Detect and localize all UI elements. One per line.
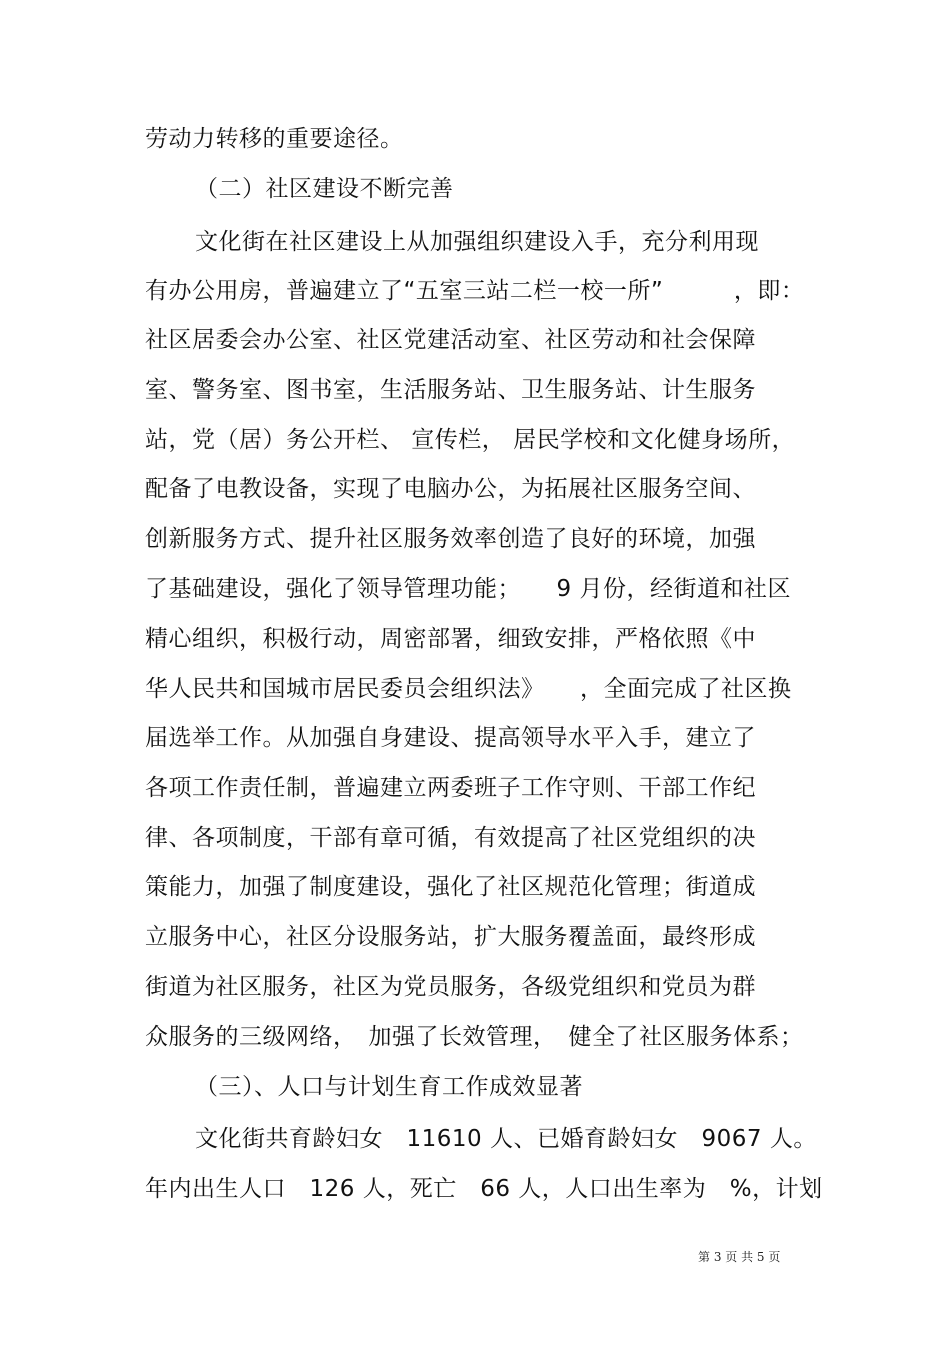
text-line: 精心组织，积极行动，周密部署，细致安排，严格依照《中 [145,626,756,652]
text-line: 室、警务室、图书室，生活服务站、卫生服务站、计生服务 [145,377,756,403]
text-line: 华人民共和国城市居民委员会组织法》 ，全面完成了社区换 [145,676,792,702]
section-heading: （三）、人口与计划生育工作成效显著 [195,1074,583,1100]
text-line: 各项工作责任制，普遍建立两委班子工作守则、干部工作纪 [145,775,756,801]
paragraph-first-line: 文化街共育龄妇女 11610 人、已婚育龄妇女 9067 人。 [195,1126,817,1152]
text-line: 立服务中心，社区分设服务站，扩大服务覆盖面，最终形成 [145,924,756,950]
text-line: 律、各项制度，干部有章可循，有效提高了社区党组织的决 [145,825,756,851]
text-line: 社区居委会办公室、社区党建活动室、社区劳动和社会保障 [145,327,756,353]
text-line: 创新服务方式、提升社区服务效率创造了良好的环境，加强 [145,526,756,552]
text-line: 站，党（居）务公开栏、 宣传栏， 居民学校和文化健身场所， [145,427,796,453]
text-line: 街道为社区服务，社区为党员服务，各级党组织和党员为群 [145,974,756,1000]
text-line: 届选举工作。从加强自身建设、提高领导水平入手，建立了 [145,725,756,751]
text-line: 了基础建设，强化了领导管理功能； 9 月份，经街道和社区 [145,576,791,602]
page-number-footer: 第 3 页 共 5 页 [698,1250,781,1264]
text-line: 有办公用房，普遍建立了“五室三站二栏一校一所” ，即： [145,278,805,304]
text-line: 策能力，加强了制度建设，强化了社区规范化管理；街道成 [145,874,756,900]
text-line: 年内出生人口 126 人，死亡 66 人，人口出生率为 %，计划 [145,1176,823,1202]
text-line: 劳动力转移的重要途径。 [145,126,404,152]
section-heading: （二）社区建设不断完善 [195,176,454,202]
paragraph-first-line: 文化街在社区建设上从加强组织建设入手，充分利用现 [195,229,759,255]
text-line: 众服务的三级网络， 加强了长效管理， 健全了社区服务体系； [145,1024,804,1050]
text-line: 配备了电教设备，实现了电脑办公，为拓展社区服务空间、 [145,476,756,502]
